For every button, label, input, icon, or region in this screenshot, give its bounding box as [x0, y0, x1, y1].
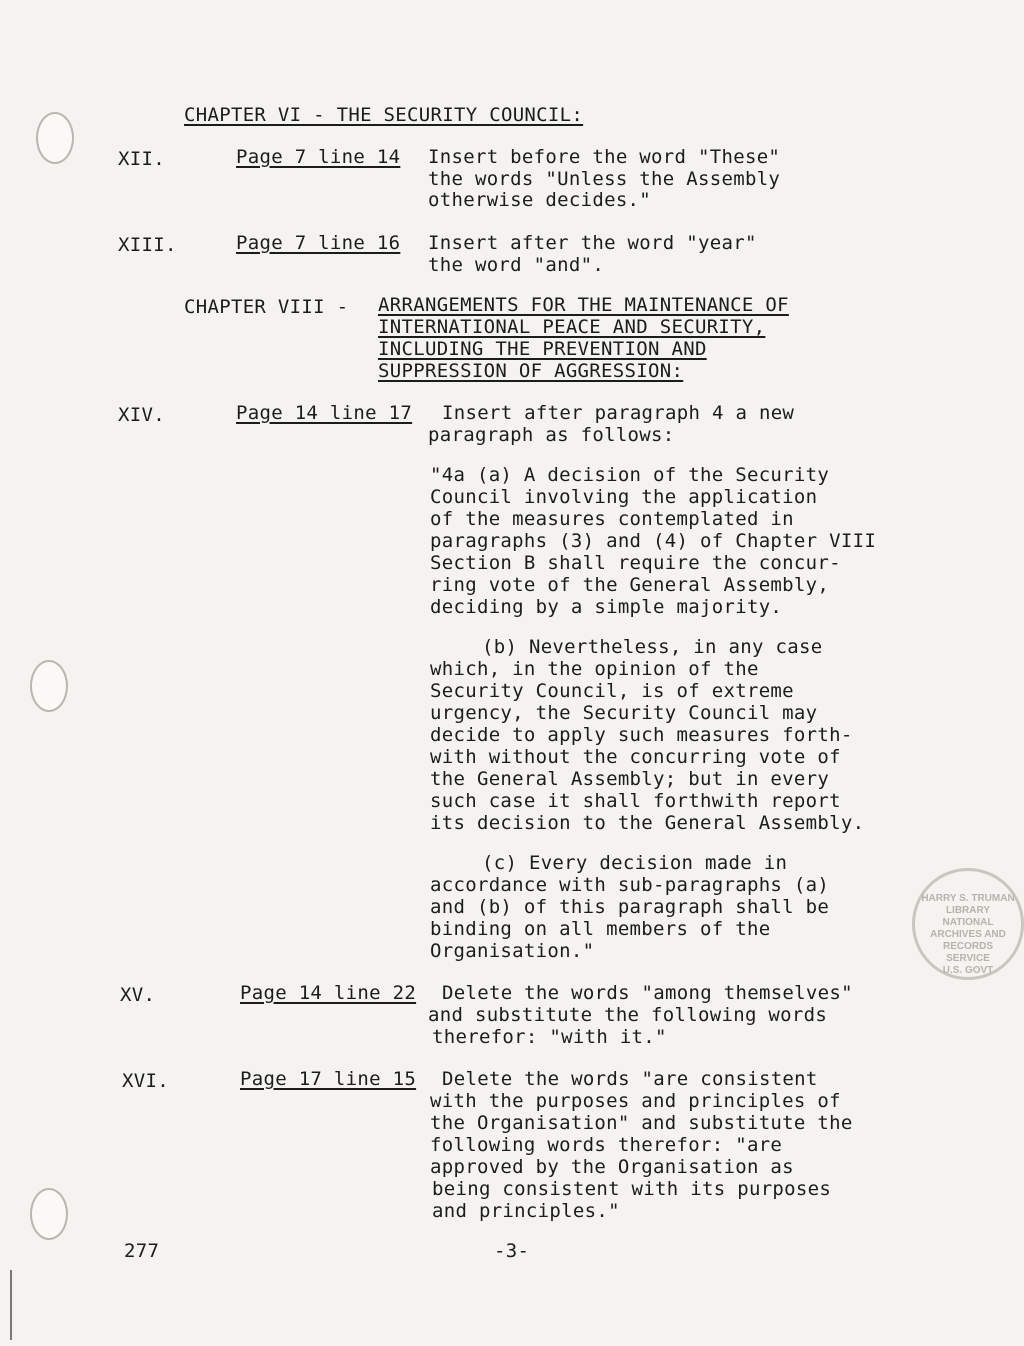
item-text-line: following words therefor: "are [430, 1134, 783, 1156]
item-text-line: approved by the Organisation as [430, 1156, 794, 1178]
item-text-line: and principles." [432, 1200, 620, 1222]
punch-hole [36, 112, 74, 164]
item-text-line: with the purposes and principles of [430, 1090, 841, 1112]
item-reference: Page 7 line 16 [236, 232, 401, 254]
paragraph-a-line: Section B shall require the concur- [430, 552, 841, 574]
paragraph-b-line: with without the concurring vote of [430, 746, 841, 768]
paragraph-c-line: Organisation." [430, 940, 595, 962]
item-text-line: therefor: "with it." [432, 1026, 667, 1048]
item-number: XV. [120, 984, 156, 1006]
margin-mark [10, 1270, 12, 1340]
document-number: 277 [124, 1240, 160, 1262]
archive-stamp [912, 868, 1024, 980]
item-reference: Page 17 line 15 [240, 1068, 417, 1090]
chapter-viii-title-line: INCLUDING THE PREVENTION AND [378, 338, 707, 360]
paragraph-b-line: urgency, the Security Council may [430, 702, 818, 724]
page-number: -3- [494, 1240, 530, 1262]
item-number: XIV. [118, 404, 165, 426]
paragraph-a-line: "4a (a) A decision of the Security [430, 464, 830, 486]
paragraph-c-line: accordance with sub-paragraphs (a) [430, 874, 830, 896]
chapter-vi-heading: CHAPTER VI - THE SECURITY COUNCIL: [184, 104, 584, 126]
item-text-line: Insert after the word "year" [428, 232, 757, 254]
item-text-line: Insert after paragraph 4 a new [442, 402, 795, 424]
paragraph-b-line: decide to apply such measures forth- [430, 724, 853, 746]
item-reference: Page 14 line 17 [236, 402, 413, 424]
paragraph-c-line: (c) Every decision made in [482, 852, 788, 874]
chapter-viii-label: CHAPTER VIII - [184, 296, 349, 318]
item-text-line: Delete the words "among themselves" [442, 982, 853, 1004]
paragraph-b-line: the General Assembly; but in every [430, 768, 830, 790]
stamp-text: SERVICE [946, 953, 990, 964]
paragraph-a-line: deciding by a simple majority. [430, 596, 783, 618]
item-number: XII. [118, 148, 165, 170]
punch-hole [30, 660, 68, 712]
stamp-text: HARRY S. TRUMAN LIBRARY [921, 893, 1015, 916]
chapter-viii-title-line: ARRANGEMENTS FOR THE MAINTENANCE OF [378, 294, 789, 316]
paragraph-a-line: Council involving the application [430, 486, 818, 508]
paragraph-a-line: paragraphs (3) and (4) of Chapter VIII [430, 530, 877, 552]
chapter-viii-title-line: SUPPRESSION OF AGGRESSION: [378, 360, 684, 382]
item-text-line: the word "and". [428, 254, 605, 276]
item-number: XIII. [118, 234, 177, 256]
item-text-line: paragraph as follows: [428, 424, 675, 446]
chapter-viii-title-line: INTERNATIONAL PEACE AND SECURITY, [378, 316, 766, 338]
paragraph-b-line: (b) Nevertheless, in any case [482, 636, 823, 658]
paragraph-b-line: such case it shall forthwith report [430, 790, 841, 812]
stamp-text: RECORDS [942, 941, 993, 952]
paragraph-a-line: ring vote of the General Assembly, [430, 574, 830, 596]
item-text-line: Insert before the word "These" [428, 146, 781, 168]
item-text-line: and substitute the following words [428, 1004, 828, 1026]
punch-hole [30, 1188, 68, 1240]
item-reference: Page 14 line 22 [240, 982, 417, 1004]
paragraph-b-line: Security Council, is of extreme [430, 680, 794, 702]
paragraph-c-line: and (b) of this paragraph shall be [430, 896, 830, 918]
item-text-line: being consistent with its purposes [432, 1178, 832, 1200]
stamp-text: NATIONAL [942, 917, 994, 928]
item-text-line: otherwise decides." [428, 189, 652, 211]
stamp-text: ARCHIVES AND [930, 929, 1006, 940]
item-text-line: the words "Unless the Assembly [428, 168, 781, 190]
item-number: XVI. [122, 1070, 169, 1092]
item-text-line: the Organisation" and substitute the [430, 1112, 853, 1134]
paragraph-c-line: binding on all members of the [430, 918, 771, 940]
paragraph-b-line: which, in the opinion of the [430, 658, 759, 680]
paragraph-b-line: its decision to the General Assembly. [430, 812, 865, 834]
item-text-line: Delete the words "are consistent [442, 1068, 818, 1090]
paragraph-a-line: of the measures contemplated in [430, 508, 794, 530]
item-reference: Page 7 line 14 [236, 146, 401, 168]
stamp-text: U.S. GOVT [942, 965, 994, 976]
